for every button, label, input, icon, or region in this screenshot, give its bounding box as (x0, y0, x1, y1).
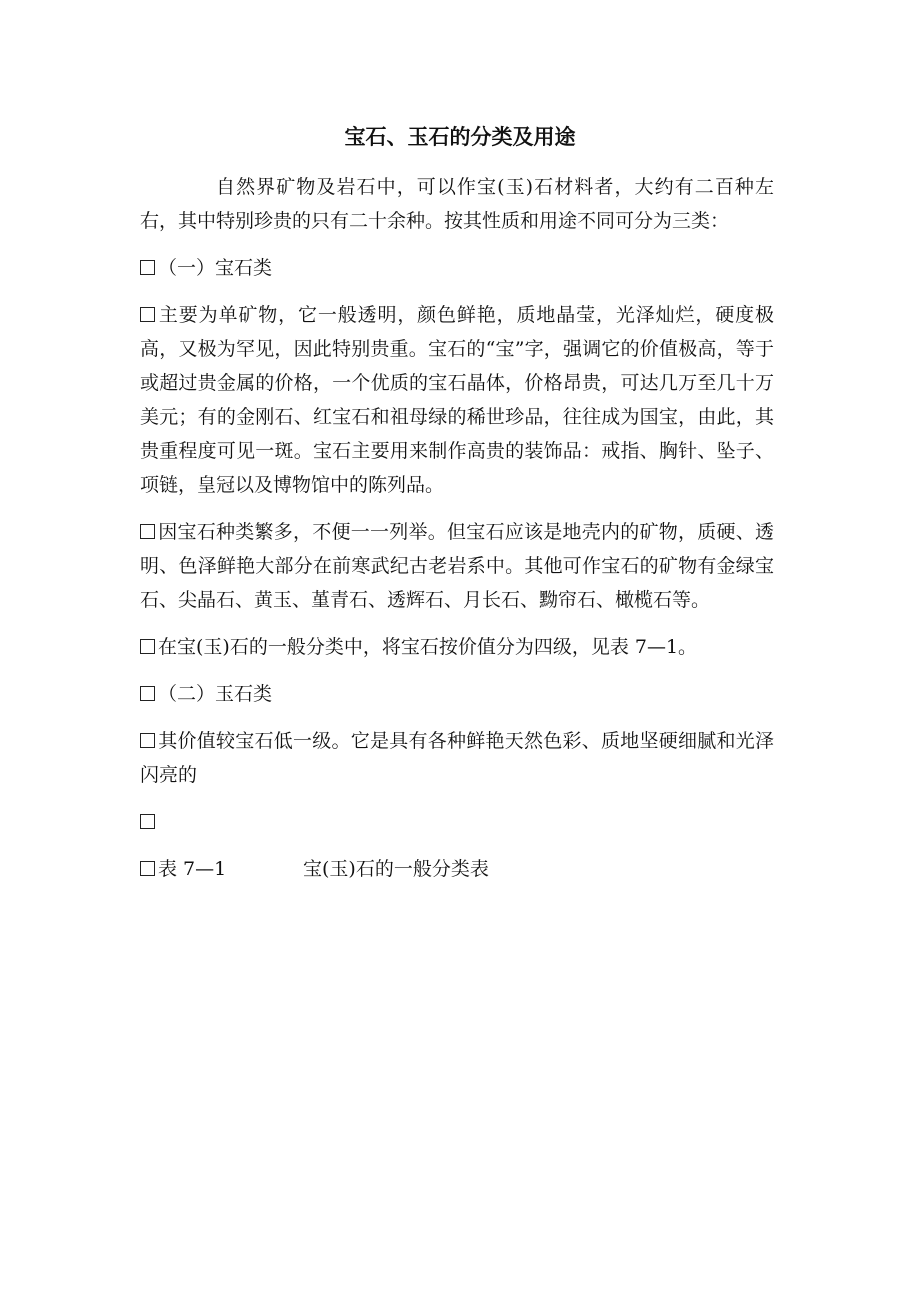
gemstones-paragraph-1 (140, 298, 774, 502)
gemstones-paragraph-2 (140, 515, 774, 617)
table-caption-number: 表 7—1 (158, 858, 227, 880)
document-title: 宝石、玉石的分类及用途 (344, 125, 576, 149)
paragraph-text: 主要为单矿物，它一般透明，颜色鲜艳，质地晶莹，光泽灿烂，硬度极高，又极为罕见，因此特别贵重。宝石的“宝”字，强调它的价值极高，等于或超过贵金属的价格，一个优质的宝石晶体，价格昂贵，可达几万至几十万美元；有的金刚石、红宝石和祖母绿的稀世珍品，往往成为国宝，由此，其贵重程度可见一斑。宝石主要用来制作高贵的装饰品：戒指、胸针、坠子、项链，皇冠以及博物馆中的陈列品。 (140, 304, 774, 496)
empty-paragraph (140, 805, 774, 839)
paragraph-text: 其价值较宝石低一级。它是具有各种鲜艳天然色彩、质地坚硬细腻和光泽闪亮的 (140, 730, 774, 786)
section-heading-text: （二）玉石类 (158, 683, 273, 705)
checkbox-placeholder-icon (140, 733, 155, 748)
section-heading-gemstones (140, 251, 774, 285)
table-caption-title: 宝(玉)石的一般分类表 (303, 858, 489, 880)
paragraph-text: 因宝石种类繁多，不便一一列举。但宝石应该是地壳内的矿物，质硬、透明、色泽鲜艳大部分在前寒武纪古老岩系中。其他可作宝石的矿物有金绿宝石、尖晶石、黄玉、堇青石、透辉石、月长石、黝帘石、橄榄石等。 (140, 521, 774, 611)
intro-paragraph: 自然界矿物及岩石中，可以作宝(玉)石材料者，大约有二百种左右，其中特别珍贵的只有二十余种。按其性质和用途不同可分为三类： (140, 176, 774, 232)
checkbox-placeholder-icon (140, 861, 155, 876)
checkbox-placeholder-icon (140, 524, 155, 539)
checkbox-placeholder-icon (140, 814, 155, 829)
section-heading-jade (140, 677, 774, 711)
gemstones-paragraph-3 (140, 630, 774, 664)
section-heading-text: （一）宝石类 (158, 257, 273, 279)
checkbox-placeholder-icon (140, 686, 155, 701)
checkbox-placeholder-icon (140, 307, 155, 322)
checkbox-placeholder-icon (140, 260, 155, 275)
table-caption (140, 852, 774, 886)
document-body (140, 170, 774, 899)
checkbox-placeholder-icon (140, 639, 155, 654)
jade-paragraph-1 (140, 724, 774, 792)
paragraph-text: 在宝(玉)石的一般分类中，将宝石按价值分为四级，见表 7—1。 (158, 636, 698, 658)
